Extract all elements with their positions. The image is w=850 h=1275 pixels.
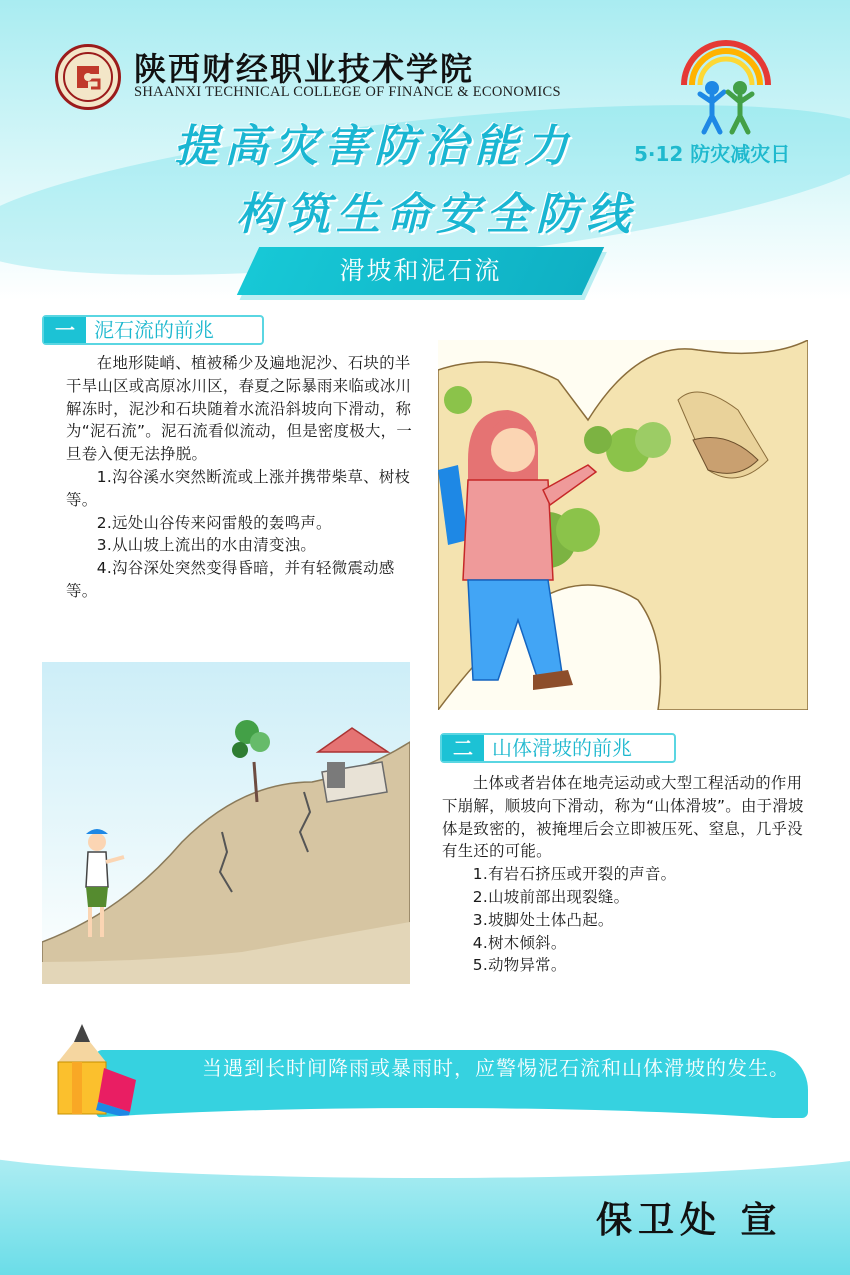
landslide-illustration bbox=[42, 662, 410, 984]
section2-intro: 土体或者岩体在地壳运动或大型工程活动的作用下崩解，顺坡向下滑动，称为“山体滑坡”。由于滑坡体是致密的，被掩埋后会立即被压死、窒息，几乎没有生还的可能。 bbox=[442, 774, 804, 861]
section1-item-4: 4.沟谷深处突然变得昏暗，并有轻微震动感等。 bbox=[66, 559, 395, 600]
footer-signature: 保卫处 宣 bbox=[596, 1200, 783, 1241]
tip-text-content: 当遇到长时间降雨或暴雨时，应警惕泥石流和山体滑坡的发生。 bbox=[202, 1056, 790, 1080]
section2-item-4: 4.树木倾斜。 bbox=[472, 933, 567, 952]
topic-banner-text: 滑坡和泥石流 bbox=[339, 256, 502, 285]
section2-body bbox=[442, 772, 812, 977]
section1-body bbox=[66, 352, 414, 603]
school-name-en: SHAANXI TECHNICAL COLLEGE OF FINANCE & ECONOMICS bbox=[134, 84, 561, 100]
section1-item-2: 2.远处山谷传来闷雷般的轰鸣声。 bbox=[96, 513, 332, 532]
section1-intro: 在地形陡峭、植被稀少及遍地泥沙、石块的半干旱山区或高原冰川区，春夏之际暴雨来临或冰川解冻时，泥沙和石块随着水流沿斜坡向下滑动，称为“泥石流”。泥石流看似流动，但是密度极大，一旦卷入便无法挣脱。 bbox=[66, 354, 413, 464]
section2-item-1: 1.有岩石挤压或开裂的声音。 bbox=[472, 865, 677, 884]
section1-number: 一 bbox=[44, 317, 86, 343]
section2-item-2: 2.山坡前部出现裂缝。 bbox=[472, 887, 630, 906]
section1-item-1: 1.沟谷溪水突然断流或上涨并携带柴草、树枝等。 bbox=[66, 467, 411, 509]
slogan-line-2: 构筑生命安全防线 bbox=[236, 189, 636, 240]
section2-number: 二 bbox=[442, 735, 484, 761]
section2-title: 山体滑坡的前兆 bbox=[492, 736, 632, 760]
slogan-line-1: 提高灾害防治能力 bbox=[174, 121, 574, 172]
school-name-cn: 陕西财经职业技术学院 bbox=[134, 50, 475, 88]
disaster-day-icon bbox=[676, 40, 776, 135]
footer-wave bbox=[0, 1108, 850, 1178]
disaster-day-label: 5·12 防灾减灾日 bbox=[634, 142, 791, 166]
section2-item-5: 5.动物异常。 bbox=[472, 956, 567, 975]
hiker-illustration bbox=[438, 340, 808, 710]
section2-item-3: 3.坡脚处土体凸起。 bbox=[472, 910, 614, 929]
pencil-icon bbox=[44, 1020, 144, 1120]
section1-title: 泥石流的前兆 bbox=[94, 318, 214, 342]
school-logo bbox=[55, 44, 121, 110]
section1-item-3: 3.从山坡上流出的水由清变浊。 bbox=[96, 536, 317, 555]
tip-text bbox=[150, 1053, 800, 1083]
